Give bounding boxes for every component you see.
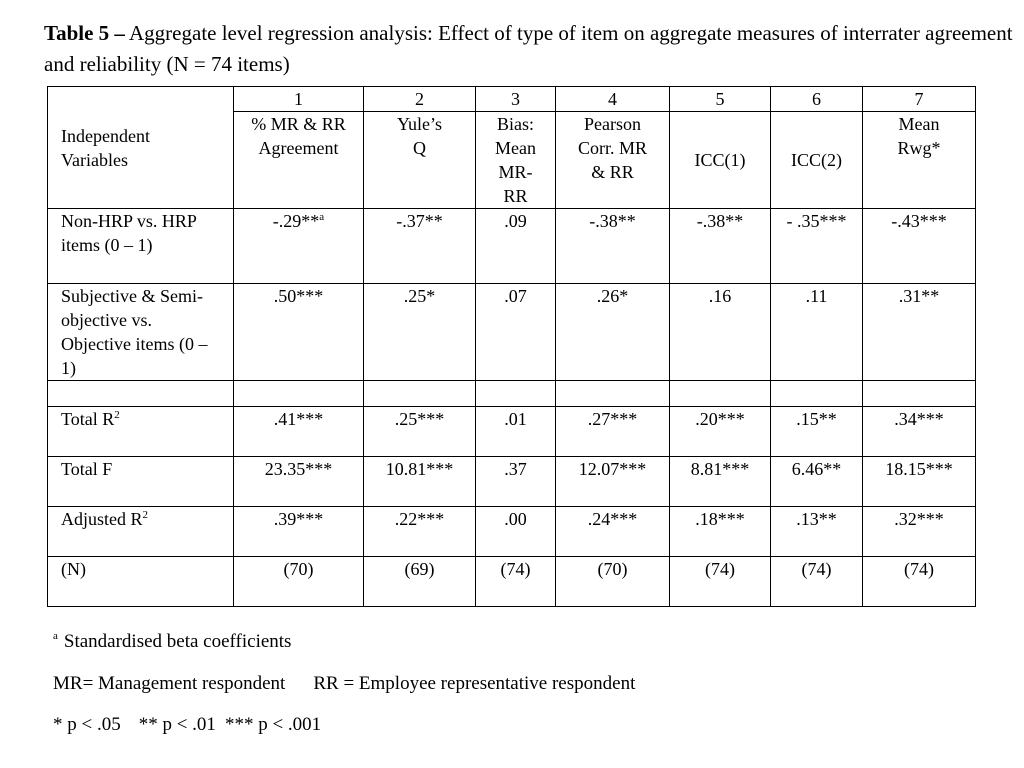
table-row-spacer <box>48 381 976 407</box>
cell <box>556 381 670 407</box>
cell: -.38** <box>670 209 771 284</box>
cell: (74) <box>863 557 976 607</box>
col-num-4: 4 <box>556 87 670 112</box>
col-header-text: Pearson Corr. MR & RR <box>577 114 647 182</box>
cell: 23.35*** <box>234 457 364 507</box>
col-header-pearson <box>556 112 670 209</box>
table-row-n <box>48 557 976 607</box>
col-header-text: % MR & RR Agreement <box>251 114 346 158</box>
caption-text: Aggregate level regression analysis: Effect of type of item on aggregate measures of interrater agreement and reliability (N = 74 items) <box>44 21 1013 76</box>
cell <box>48 381 234 407</box>
cell: .00 <box>476 507 556 557</box>
p001-note: *** p < .001 <box>224 714 322 735</box>
cell: .20*** <box>670 407 771 457</box>
cell: 6.46** <box>771 457 863 507</box>
table-row-adjusted-r2 <box>48 507 976 557</box>
cell: .13** <box>771 507 863 557</box>
col-num-2: 2 <box>364 87 476 112</box>
col-num-5: 5 <box>670 87 771 112</box>
cell: (74) <box>670 557 771 607</box>
cell: -.37** <box>364 209 476 284</box>
footnote-marker: a <box>319 211 325 223</box>
superscript: 2 <box>142 509 149 521</box>
cell-value: -.29** <box>272 211 320 231</box>
cell: .01 <box>476 407 556 457</box>
corner-header-text: Independent Variables <box>61 125 150 170</box>
cell: .37 <box>476 457 556 507</box>
p01-note: ** p < .01 <box>138 714 216 735</box>
table-caption <box>44 18 1019 80</box>
col-header-mean-rwg <box>863 112 976 209</box>
cell: .39*** <box>234 507 364 557</box>
cell: .50*** <box>234 284 364 381</box>
col-num-6: 6 <box>771 87 863 112</box>
row-label-n: (N) <box>48 557 234 607</box>
cell: 10.81*** <box>364 457 476 507</box>
row-label-text: Total R <box>61 409 115 429</box>
cell: .25*** <box>364 407 476 457</box>
row-label-text: Subjective & Semi-objective vs. Objective items (0 – 1) <box>61 286 208 378</box>
cell <box>771 209 863 284</box>
col-num-1: 1 <box>234 87 364 112</box>
independent-variables-header <box>48 87 234 209</box>
table-row-subjective <box>48 284 976 381</box>
cell <box>234 209 364 284</box>
cell: .31** <box>863 284 976 381</box>
abbreviation-note <box>53 672 635 696</box>
cell: .25* <box>364 284 476 381</box>
row-label-text: Adjusted R <box>61 509 143 529</box>
col-num-3: 3 <box>476 87 556 112</box>
cell: .32*** <box>863 507 976 557</box>
col-header-bias <box>476 112 556 209</box>
footnote-standardised <box>53 630 291 654</box>
rr-definition: RR = Employee representative respondent <box>313 673 636 694</box>
regression-table <box>47 86 976 607</box>
cell: 12.07*** <box>556 457 670 507</box>
row-label-total-r2 <box>48 407 234 457</box>
table-row-total-f <box>48 457 976 507</box>
col-header-yules-q <box>364 112 476 209</box>
col-header-icc2: ICC(2) <box>771 112 863 209</box>
table-row-total-r2 <box>48 407 976 457</box>
cell: .11 <box>771 284 863 381</box>
row-label-total-f: Total F <box>48 457 234 507</box>
mr-definition: MR= Management respondent <box>53 673 286 694</box>
column-number-row <box>48 87 976 112</box>
cell <box>364 381 476 407</box>
cell <box>476 381 556 407</box>
col-header-text: Mean Rwg* <box>897 114 941 158</box>
cell: .24*** <box>556 507 670 557</box>
cell: (70) <box>234 557 364 607</box>
footnote-text: Standardised beta coefficients <box>63 631 292 652</box>
footnote-marker: a <box>53 630 58 642</box>
row-label-adjusted-r2 <box>48 507 234 557</box>
cell: .34*** <box>863 407 976 457</box>
cell: .15** <box>771 407 863 457</box>
col-header-text: Yule’s Q <box>397 114 442 158</box>
cell: (70) <box>556 557 670 607</box>
cell-value: - .35*** <box>786 211 847 231</box>
col-num-7: 7 <box>863 87 976 112</box>
cell: (74) <box>771 557 863 607</box>
cell: .27*** <box>556 407 670 457</box>
cell <box>771 381 863 407</box>
cell <box>234 381 364 407</box>
cell: .16 <box>670 284 771 381</box>
cell: (74) <box>476 557 556 607</box>
row-label-nonhrp <box>48 209 234 284</box>
significance-note <box>53 713 321 737</box>
cell: .18*** <box>670 507 771 557</box>
col-header-mr-rr-agreement <box>234 112 364 209</box>
cell <box>863 381 976 407</box>
cell: 18.15*** <box>863 457 976 507</box>
cell: -.38** <box>556 209 670 284</box>
caption-label: Table 5 – <box>44 21 125 45</box>
row-label-text: Non-HRP vs. HRP items (0 – 1) <box>61 211 197 255</box>
table-row-nonhrp <box>48 209 976 284</box>
col-header-icc1: ICC(1) <box>670 112 771 209</box>
p05-note: * p < .05 <box>53 714 121 735</box>
cell: 8.81*** <box>670 457 771 507</box>
cell: -.43*** <box>863 209 976 284</box>
cell: .26* <box>556 284 670 381</box>
cell: .09 <box>476 209 556 284</box>
superscript: 2 <box>114 409 120 421</box>
row-label-subjective <box>48 284 234 381</box>
cell: .22*** <box>364 507 476 557</box>
cell: .07 <box>476 284 556 381</box>
cell: (69) <box>364 557 476 607</box>
cell <box>670 381 771 407</box>
cell: .41*** <box>234 407 364 457</box>
col-header-text: Bias: Mean MR-RR <box>495 114 536 206</box>
